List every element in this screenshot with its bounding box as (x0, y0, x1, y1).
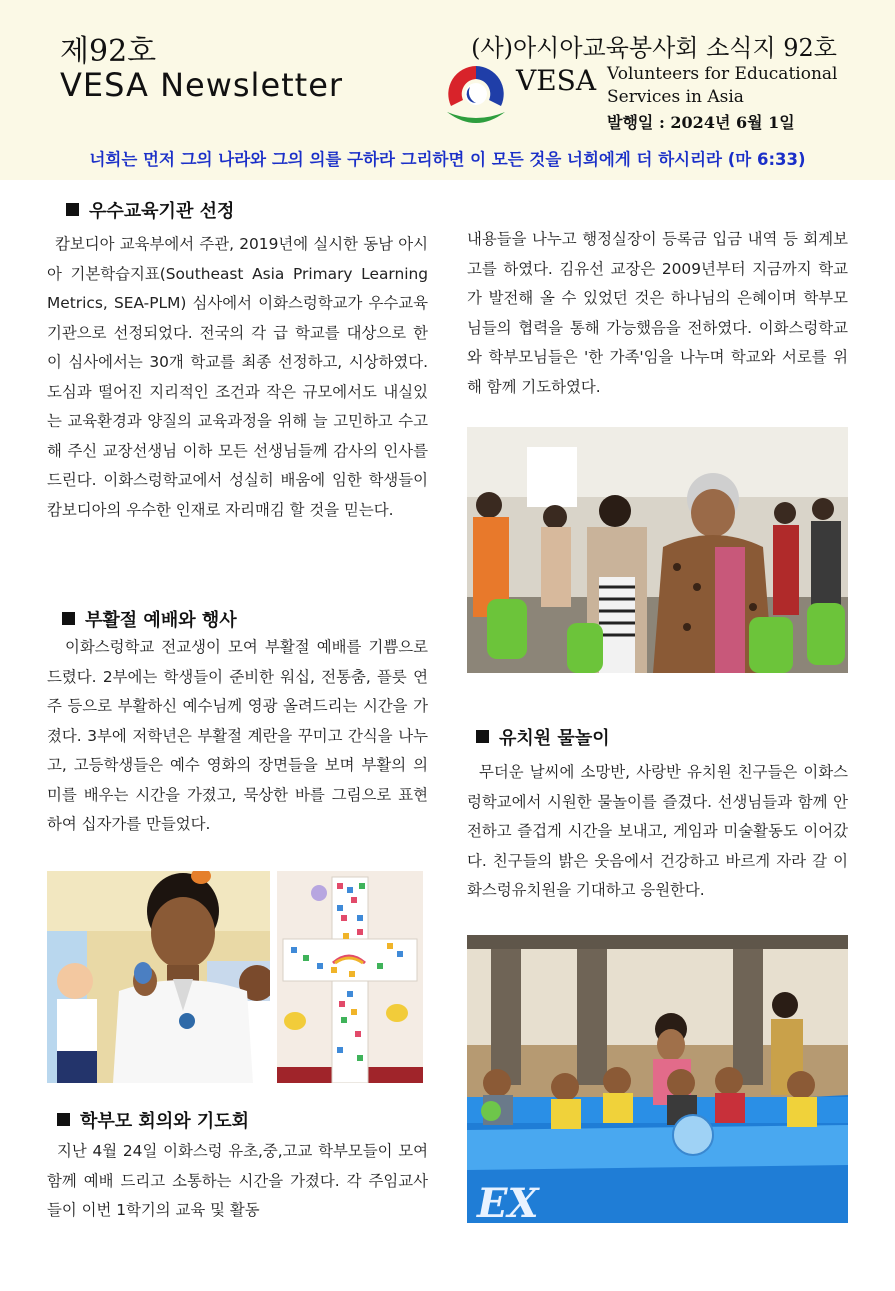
section-body-parents-continued: 내용들을 나누고 행정실장이 등록금 입금 내역 등 회계보고를 하였다. 김유선 교장은 2009년부터 지금까지 학교가 발전해 올 수 있었던 것은 하나님의 은혜이며 학부모님들의 협력을 통해 가능했음을 전하였다. 이화스렁학교와 학부모님들은 '한 가족'임을 나누며 학교와 서로를 위해 함께 기도하였다. (467, 230, 848, 396)
square-bullet-icon (62, 612, 75, 625)
section-body-excellent: 캄보디아 교육부에서 주관, 2019년에 실시한 동남 아시아 기본학습지표(Southeast Asia Primary Learning Metrics, SEA-PLM) 심사에서 이화스렁학교가 우수교육기관으로 선정되었다. 전국의 각 급 학교를 대상으로 한 이 심사에서는 30개 학교를 최종 선정하고, 시상하였다. 도심과 떨어진 지리적인 조건과 작은 규모에서도 내실있는 교육환경과 양질의 교육과정을 위해 늘 고민하고 수고해 주신 교장선생님 이하 모든 선생님들께 감사의 인사를 드린다. 이화스렁학교에서 성실히 배움에 임한 학생들이 캄보디아의 우수한 인재로 자리매김 할 것을 믿는다. (47, 235, 428, 519)
parents-prayer-photo (467, 427, 848, 673)
section-heading-excellent (66, 197, 234, 223)
easter-cross-photo (277, 871, 423, 1083)
section-title: 유치원 물놀이 (499, 728, 610, 749)
easter-egg-photo (47, 871, 270, 1083)
vesa-wordmark: VESA (516, 64, 597, 97)
section-heading-parents (57, 1107, 249, 1133)
bible-verse: 너희는 먼저 그의 나라와 그의 의를 구하라 그리하면 이 모든 것을 너희에게 더 하시리라 (마 6:33) (89, 150, 806, 169)
section-heading-water (476, 724, 610, 750)
section-body-water: 무더운 날씨에 소망반, 사랑반 유치원 친구들은 이화스렁학교에서 시원한 물놀이를 즐겼다. 선생님들과 함께 안전하고 즐겁게 시간을 보내고, 게임과 미술활동도 이어갔다. 친구들의 밝은 웃음에서 건강하고 바르게 자라 갈 이화스렁유치원을 기대하고 응원한다. (467, 763, 848, 899)
org-english-name-line2: Services in Asia (607, 87, 744, 107)
kindergarten-water-play-photo (467, 935, 848, 1223)
org-english-name-line1: Volunteers for Educational (607, 64, 838, 84)
org-issue-line: (사)아시아교육봉사회 소식지 92호 (471, 34, 837, 62)
newsletter-header (0, 0, 895, 180)
section-body-parents: 지난 4월 24일 이화스렁 유초,중,고교 학부모들이 모여 함께 예배 드리고 소통하는 시간을 가졌다. 각 주임교사들이 이번 1학기의 교육 및 활동 (47, 1142, 428, 1219)
newsletter-title: VESA Newsletter (60, 66, 344, 104)
section-title: 우수교육기관 선정 (89, 201, 235, 222)
pool-brand-text: EX (477, 1180, 539, 1223)
section-body-easter: 이화스렁학교 전교생이 모여 부활절 예배를 기쁨으로 드렸다. 2부에는 학생들이 준비한 워십, 전통춤, 플릇 연주 등으로 부활하신 예수님께 영광 올려드리는 시간을 가졌다. 3부에 저학년은 부활절 계란을 꾸미고 간식을 나누고, 고등학생들은 예수 영화의 장면들을 보며 부활의 의미를 배우는 시간을 가졌고, 묵상한 바를 그림으로 표현하여 십자가를 만들었다. (47, 638, 428, 833)
square-bullet-icon (66, 203, 79, 216)
section-title: 학부모 회의와 기도회 (80, 1111, 250, 1132)
square-bullet-icon (57, 1113, 70, 1126)
vesa-logo-icon (443, 62, 509, 132)
section-title: 부활절 예배와 행사 (85, 610, 237, 631)
square-bullet-icon (476, 730, 489, 743)
publish-date: 발행일 : 2024년 6월 1일 (607, 113, 795, 132)
issue-number: 제92호 (60, 34, 157, 69)
section-heading-easter (62, 606, 237, 632)
